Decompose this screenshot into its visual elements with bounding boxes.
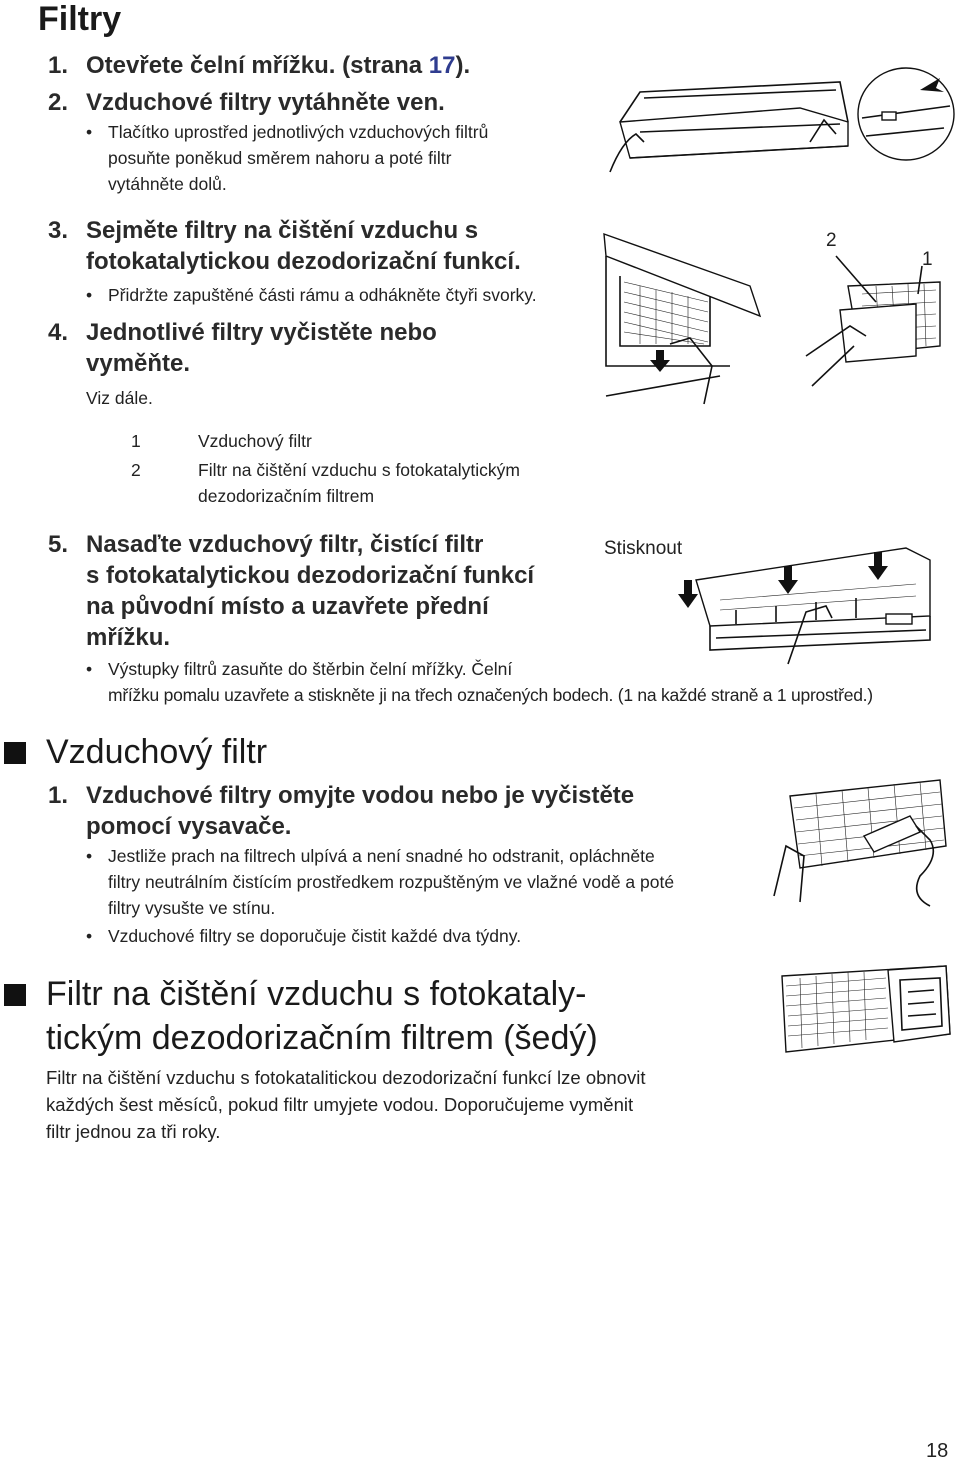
step-3-bullet: • Přidržte zapuštěné části rámu a odhákněte čtyři svorky.	[86, 282, 606, 310]
step-number: 5.	[48, 531, 69, 558]
step-4: 4. Jednotlivé filtry vyčistěte nebo vyměňte.	[48, 319, 437, 377]
section-marker-square	[4, 984, 26, 1006]
section-heading-air-filter: Vzduchový filtr	[46, 733, 268, 771]
step-4-note: Viz dále.	[86, 388, 153, 408]
step-number: 4.	[48, 319, 69, 346]
air-filter-bullet-1: • Jestliže prach na filtrech ulpívá a není snadné ho odstranit, opláchněte filtry neutrálním čistícím prostředkem rozpuštěným ve vlažné vodě a poté filtry vysušte ve stínu.	[86, 843, 746, 923]
step-1	[48, 50, 608, 82]
step-2-bullet: • Tlačítko uprostřed jednotlivých vzduchových filtrů posuňte poněkud směrem nahoru a poté filtr vytáhněte dolů.	[86, 119, 626, 199]
air-filter-bullet-2: • Vzduchové filtry se doporučuje čistit každé dva týdny.	[86, 923, 746, 951]
step-2	[48, 87, 608, 119]
step-text: Vzduchové filtry vytáhněte ven.	[86, 89, 445, 116]
bullet-marker: •	[86, 846, 93, 866]
air-filter-step-1: 1. Vzduchové filtry omyjte vodou nebo je vyčistěte pomocí vysavače.	[48, 782, 635, 840]
photocatalytic-filter-description: Filtr na čištění vzduchu s fotokatalitickou dezodorizační funkcí lze obnovit každých šest měsíců, pokud filtr umyjete vodou. Doporučujeme vyměnit filtr jednou za tři roky.	[46, 1067, 646, 1142]
legend-text: Vzduchový filtr	[198, 431, 312, 451]
section-heading-photocatalytic-filter: Filtr na čištění vzduchu s fotokataly- tickým dezodorizačním filtrem (šedý)	[46, 975, 598, 1057]
illustration-remove-filters	[600, 226, 960, 410]
legend-text: Filtr na čištění vzduchu s fotokatalytickým dezodorizačním filtrem	[198, 460, 520, 506]
step-5: 5. Nasaďte vzduchový filtr, čistící filtr s fotokatalytickou dezodorizační funkcí na původní místo a uzavřete přední mřížku.	[48, 531, 535, 651]
bullet-marker: •	[86, 926, 93, 946]
step-number: 1.	[48, 52, 69, 79]
figure-label-1: 1	[922, 249, 933, 270]
figure-label-2: 2	[826, 230, 837, 251]
page-number: 18	[926, 1440, 949, 1462]
step-text: Otevřete čelní mřížku. (strana 17).	[86, 52, 471, 79]
step-number: 3.	[48, 217, 69, 244]
section-marker-square	[4, 742, 26, 764]
bullet-marker: •	[86, 285, 93, 305]
step-number: 2.	[48, 89, 69, 116]
step-3: 3. Sejměte filtry na čištění vzduchu s fotokatalytickou dezodorizační funkcí.	[48, 217, 521, 275]
illustration-vacuum-cleaning	[770, 776, 956, 912]
legend-number: 1	[131, 431, 141, 451]
step-5-bullet: • Výstupky filtrů zasuňte do štěrbin čelní mřížky. Čelní mřížku pomalu uzavřete a stiskněte ji na třech označených bodech. (1 na každé straně a 1 uprostřed.)	[86, 656, 956, 710]
figure-label-press: Stisknout	[604, 538, 683, 559]
bullet-marker: •	[86, 122, 93, 142]
legend-number: 2	[131, 460, 141, 480]
page-link[interactable]: 17	[428, 52, 456, 79]
illustration-open-grille	[600, 62, 956, 174]
illustration-photocatalytic-filter	[776, 962, 956, 1060]
bullet-marker: •	[86, 659, 93, 679]
illustration-close-grille	[676, 540, 958, 666]
page-title: Filtry	[38, 0, 122, 38]
step-number: 1.	[48, 782, 69, 809]
